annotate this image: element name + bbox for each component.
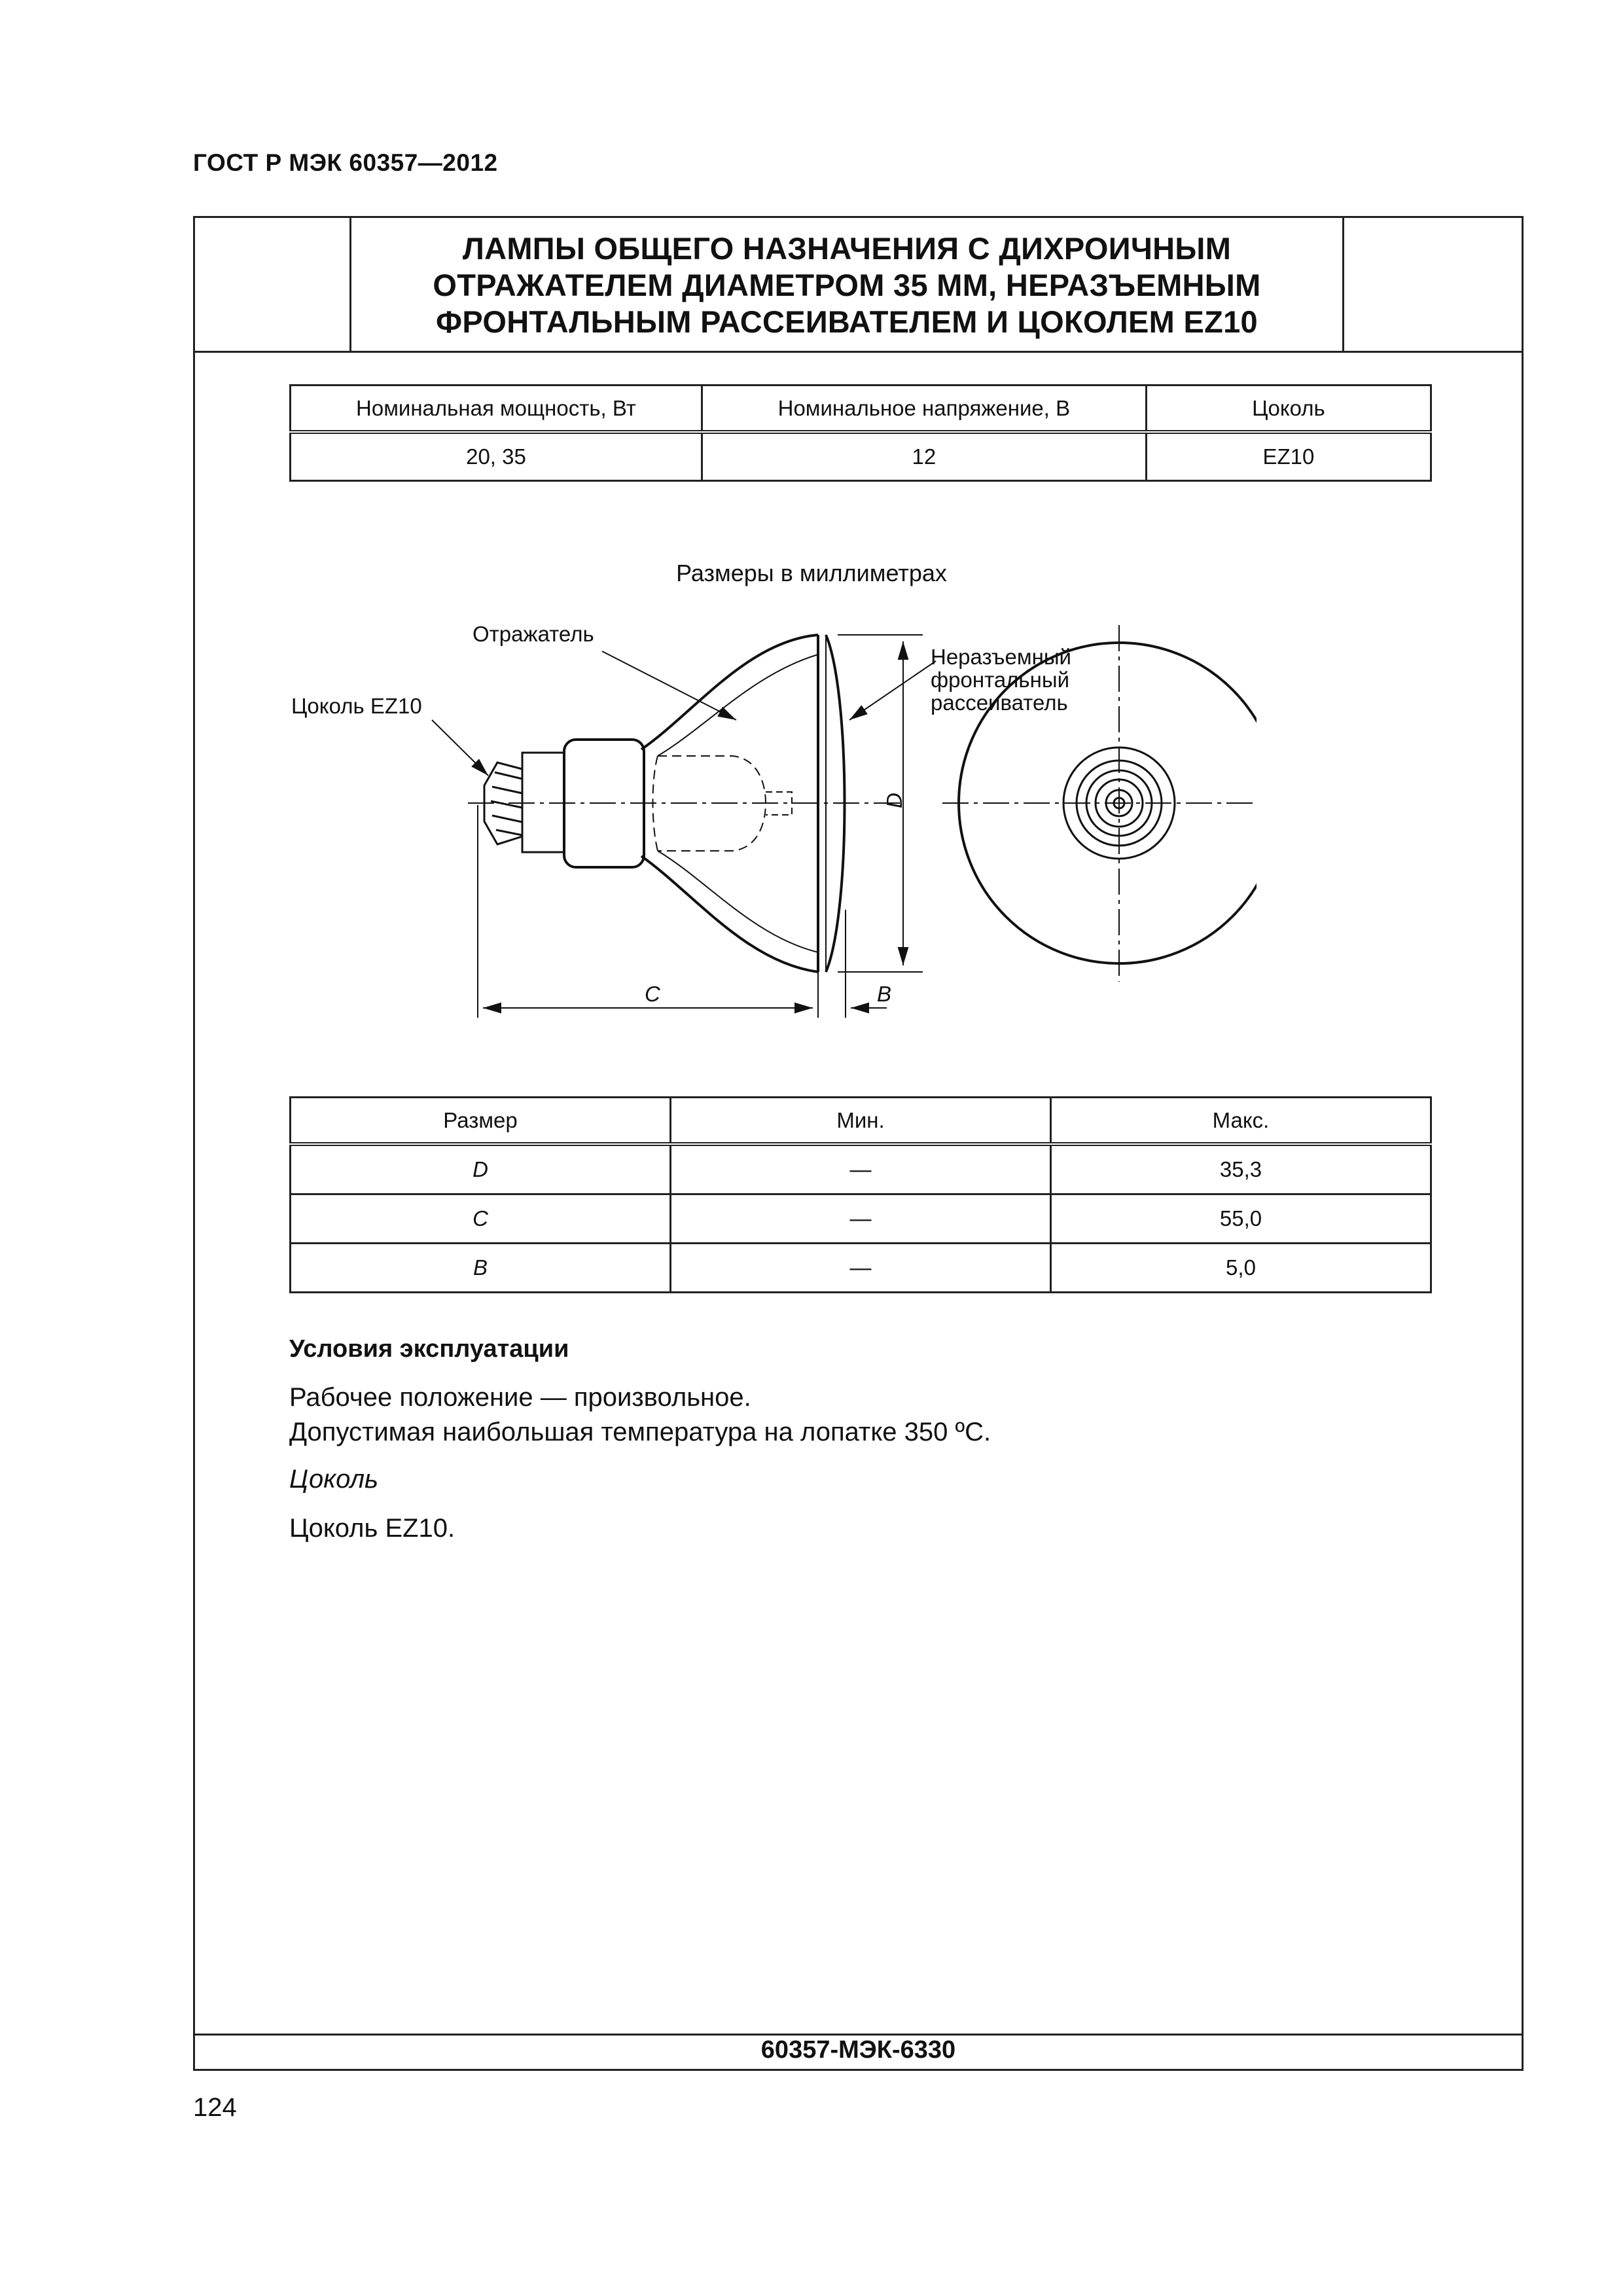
table-cell: 5,0 [1050, 1244, 1431, 1293]
label-dim-c: C [645, 982, 660, 1006]
label-dim-d: D [882, 793, 906, 808]
label-base: Цоколь EZ10 [291, 694, 422, 718]
table-header-row [291, 1098, 1431, 1145]
dimensions-table [289, 1096, 1432, 1293]
leader-base [432, 720, 488, 776]
ratings-table [289, 384, 1432, 482]
title-divider [195, 351, 1522, 353]
document-header: ГОСТ Р МЭК 60357—2012 [193, 149, 498, 176]
table-cell: 55,0 [1050, 1194, 1431, 1244]
sheet-code: 60357-МЭК-6330 [760, 2036, 956, 2064]
label-lens-line-2: фронтальный [931, 668, 1070, 692]
table-cell: 20, 35 [291, 432, 702, 481]
leader-lens [849, 661, 936, 720]
label-lens-line-3: рассеиватель [931, 691, 1068, 715]
table-cell: B [291, 1244, 671, 1293]
sheet-title [349, 218, 1344, 352]
table-cell: — [671, 1144, 1051, 1194]
header-cell: Мин. [671, 1098, 1051, 1145]
base-text: Цоколь EZ10. [289, 1514, 455, 1543]
units-note: Размеры в миллиметрах [676, 560, 947, 586]
table-row [291, 1144, 1431, 1194]
label-reflector: Отражатель [473, 622, 594, 646]
lamp-drawing [275, 615, 1257, 1034]
header-cell: Макс. [1050, 1098, 1431, 1145]
footer-divider [195, 2034, 1522, 2036]
table-cell: 35,3 [1050, 1144, 1431, 1194]
table-row [291, 432, 1431, 481]
operation-temperature: Допустимая наибольшая температура на лопатке 350 ºC. [289, 1418, 991, 1446]
reflector-outline-top [641, 635, 818, 749]
operation-position: Рабочее положение — произвольное. [289, 1383, 751, 1412]
table-cell: — [671, 1194, 1051, 1244]
header-cell: Цоколь [1146, 386, 1431, 433]
title-line-1: ЛАМПЫ ОБЩЕГО НАЗНАЧЕНИЯ С ДИХРОИЧНЫМ [462, 230, 1232, 266]
header-cell: Размер [291, 1098, 671, 1145]
table-cell: 12 [702, 432, 1146, 481]
base-heading: Цоколь [289, 1465, 379, 1494]
table-header-row [291, 386, 1431, 433]
label-dim-b: B [877, 982, 892, 1006]
table-row [291, 1194, 1431, 1244]
operation-heading: Условия эксплуатации [289, 1335, 569, 1363]
table-cell: D [291, 1144, 671, 1194]
header-cell: Номинальная мощность, Вт [291, 386, 702, 433]
reflector-outline-bottom [641, 856, 818, 972]
title-line-3: ФРОНТАЛЬНЫМ РАССЕИВАТЕЛЕМ И ЦОКОЛЕМ EZ10 [435, 304, 1258, 339]
header-cell: Номинальное напряжение, В [702, 386, 1146, 433]
table-cell: — [671, 1244, 1051, 1293]
page-number: 124 [193, 2093, 237, 2122]
table-cell: EZ10 [1146, 432, 1431, 481]
table-cell: C [291, 1194, 671, 1244]
table-row [291, 1244, 1431, 1293]
title-line-2: ОТРАЖАТЕЛЕМ ДИАМЕТРОМ 35 ММ, НЕРАЗЪЕМНЫМ [433, 267, 1261, 302]
label-lens-line-1: Неразъемный [931, 645, 1071, 669]
